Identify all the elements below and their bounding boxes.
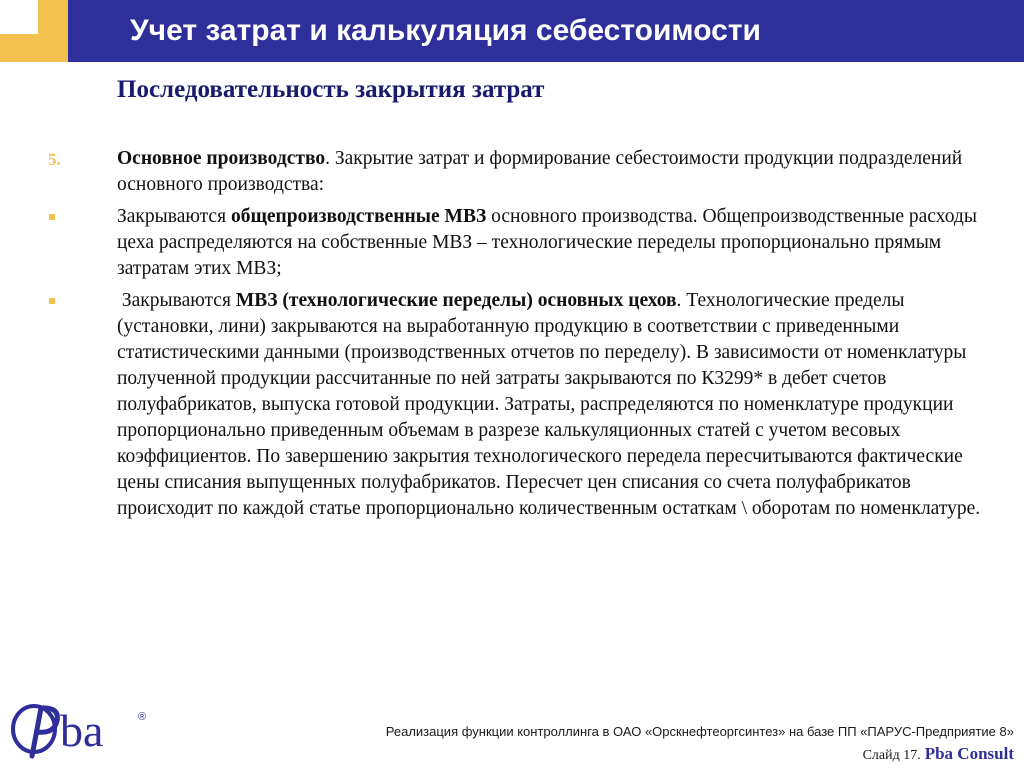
footer-text: Реализация функции контроллинга в ОАО «Орскнефтеоргсинтез» на базе ПП «ПАРУС-Предприятие 8» (385, 724, 1014, 739)
list-item-text (117, 204, 997, 282)
bullet-icon (49, 214, 55, 220)
slide-number: Слайд 17. (862, 748, 921, 763)
list-item (0, 288, 1024, 522)
list-item-bold: общепроизводственные МВЗ (230, 206, 487, 227)
list-item (0, 204, 1024, 282)
list-item-body: . Закрытие затрат и формирование себестоимости продукции подразделений основного производства: (117, 148, 963, 195)
footer-slide-info (863, 744, 1014, 764)
list-number: 5. (48, 150, 61, 169)
pba-logo-icon (10, 696, 150, 760)
bullet-icon (49, 298, 55, 304)
list-item-pre: Закрываются (117, 290, 236, 311)
list-item-body: основного производства. Общепроизводственные расходы цеха распределяются на собственные МВЗ – технологические переделы пропорционально прямым затратам этих МВЗ; (117, 206, 977, 279)
footer-brand: Pba Consult (924, 744, 1014, 763)
header-bar (0, 0, 1024, 62)
logo-text: ba (60, 705, 104, 756)
list-item-text (117, 146, 997, 198)
slide-title: Учет затрат и калькуляция себестоимости (130, 14, 761, 47)
content-list (0, 146, 1024, 528)
list-item-text (117, 288, 997, 522)
list-item-bold: Основное производство (117, 148, 326, 169)
corner-decoration-inner (0, 0, 38, 34)
list-item-pre: Закрываются (117, 206, 231, 227)
registered-mark: ® (138, 711, 147, 723)
list-item (0, 146, 1024, 198)
list-item-body: . Технологические пределы (установки, лини) закрываются на выработанную продукцию в соответствии с приведенными статистическими данными (производственных отчетов по переделу). В зависимости от номенклатуры полученной продукции рассчитанные по ней затраты закрываются по К3299* в дебет счетов полуфабрикатов, выпуска готовой продукции. Затраты, распределяются по номенклатуре продукции пропорционально приведенным объемам в разрезе калькуляционных статей с учетом весовых коэффициентов. По завершению закрытия технологического передела пересчитываются фактические цены списания выпущенных полуфабрикатов. Пересчет цен списания со счета полуфабрикатов происходит по каждой статье пропорционально количественным остаткам \ оборотам по номенклатуре. (117, 290, 981, 519)
list-item-bold: МВЗ (технологические переделы) основных цехов (235, 290, 677, 311)
slide-subtitle: Последовательность закрытия затрат (117, 76, 545, 103)
